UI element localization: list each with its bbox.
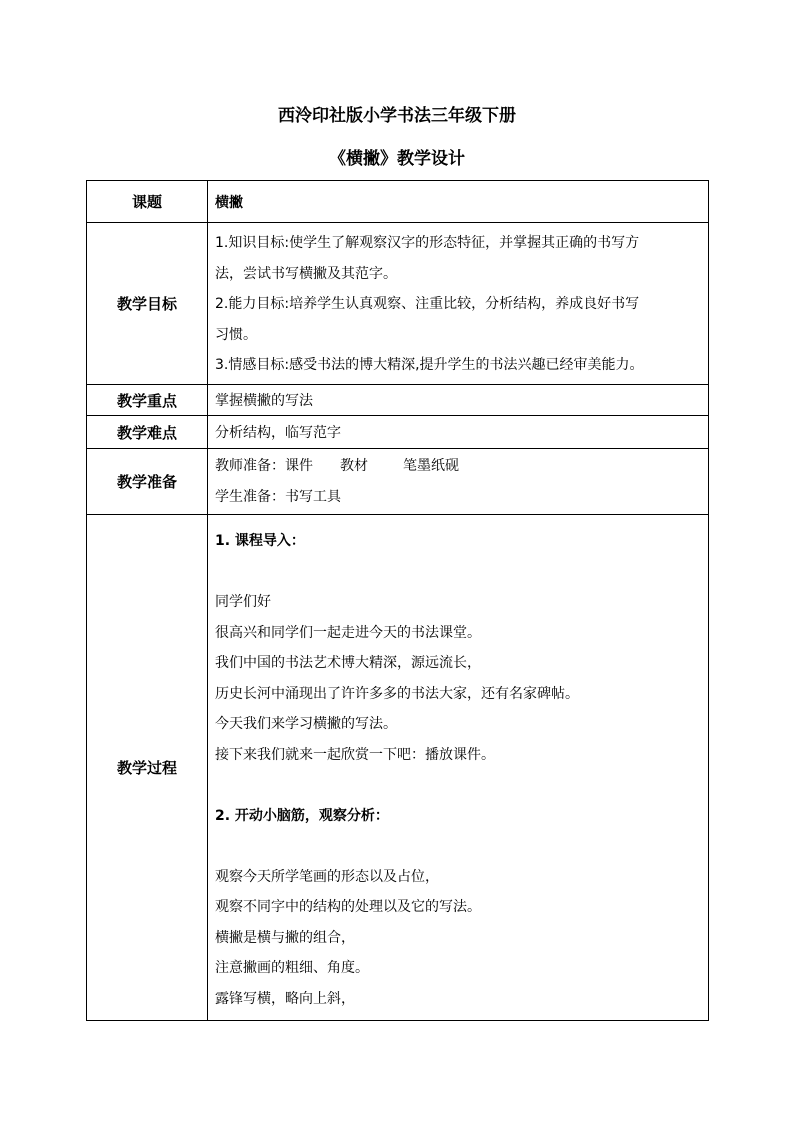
label-difficulties: 教学难点 — [87, 416, 208, 449]
section-heading: 1. 课程导入： — [215, 533, 305, 549]
label-preparation: 教学准备 — [87, 449, 208, 515]
topic-text: 横撇 — [215, 194, 243, 211]
row-process — [87, 515, 709, 1021]
label-topic: 课题 — [87, 181, 208, 223]
teacher-prefix: 教师准备： — [215, 458, 285, 474]
process-line: 同学们好 — [215, 594, 271, 610]
label-goals: 教学目标 — [87, 223, 208, 385]
teacher-item: 教材 — [340, 458, 368, 474]
lesson-plan-table — [86, 180, 709, 1021]
process-line: 很高兴和同学们一起走进今天的书法课堂。 — [215, 624, 481, 641]
goal-line: 3.情感目标:感受书法的博大精深,提升学生的书法兴趣已经审美能力。 — [215, 357, 644, 374]
blank-line — [215, 831, 702, 862]
process-line: 观察不同字中的结构的处理以及它的写法。 — [215, 899, 481, 915]
row-difficulties — [87, 416, 709, 449]
goal-line: 习惯。 — [215, 326, 257, 343]
value-process — [208, 515, 709, 1021]
goal-line: 法，尝试书写横撇及其范字。 — [215, 265, 397, 282]
process-line: 露锋写横，略向上斜， — [215, 990, 355, 1007]
process-line: 横撇是横与撇的组合， — [215, 929, 355, 946]
value-difficulties: 分析结构，临写范字 — [208, 416, 709, 449]
blank-line — [215, 557, 702, 588]
document-title: 西泠印社版小学书法三年级下册 — [278, 106, 516, 126]
label-key-points: 教学重点 — [87, 385, 208, 416]
goal-line: 1.知识目标:使学生了解观察汉字的形态特征，并掌握其正确的书写方 — [215, 235, 640, 252]
row-topic — [87, 181, 709, 223]
process-line: 历史长河中涌现出了许许多多的书法大家，还有名家碑帖。 — [215, 685, 579, 702]
document-subtitle: 《横撇》教学设计 — [329, 149, 465, 169]
row-preparation — [87, 449, 709, 515]
value-key-points: 掌握横撇的写法 — [208, 385, 709, 416]
process-line: 我们中国的书法艺术博大精深，源远流长， — [215, 655, 481, 671]
value-preparation — [208, 449, 709, 515]
process-line: 观察今天所学笔画的形态以及占位， — [215, 868, 439, 885]
section-heading: 2. 开动小脑筋，观察分析： — [215, 807, 389, 824]
row-goals — [87, 223, 709, 385]
process-line: 今天我们来学习横撇的写法。 — [215, 716, 397, 732]
teacher-preparation — [215, 451, 702, 482]
process-line: 注意撇画的粗细、角度。 — [215, 960, 369, 976]
value-goals — [208, 223, 709, 385]
teacher-item: 笔墨纸砚 — [403, 458, 459, 474]
value-topic — [208, 181, 709, 223]
goal-line: 2.能力目标:培养学生认真观察、注重比较，分析结构，养成良好书写 — [215, 296, 640, 313]
blank-line — [215, 770, 702, 801]
row-key-points — [87, 385, 709, 416]
teacher-item: 课件 — [285, 458, 313, 474]
label-process: 教学过程 — [87, 515, 208, 1021]
student-preparation: 学生准备：书写工具 — [215, 488, 341, 505]
process-line: 接下来我们就来一起欣赏一下吧：播放课件。 — [215, 746, 495, 763]
